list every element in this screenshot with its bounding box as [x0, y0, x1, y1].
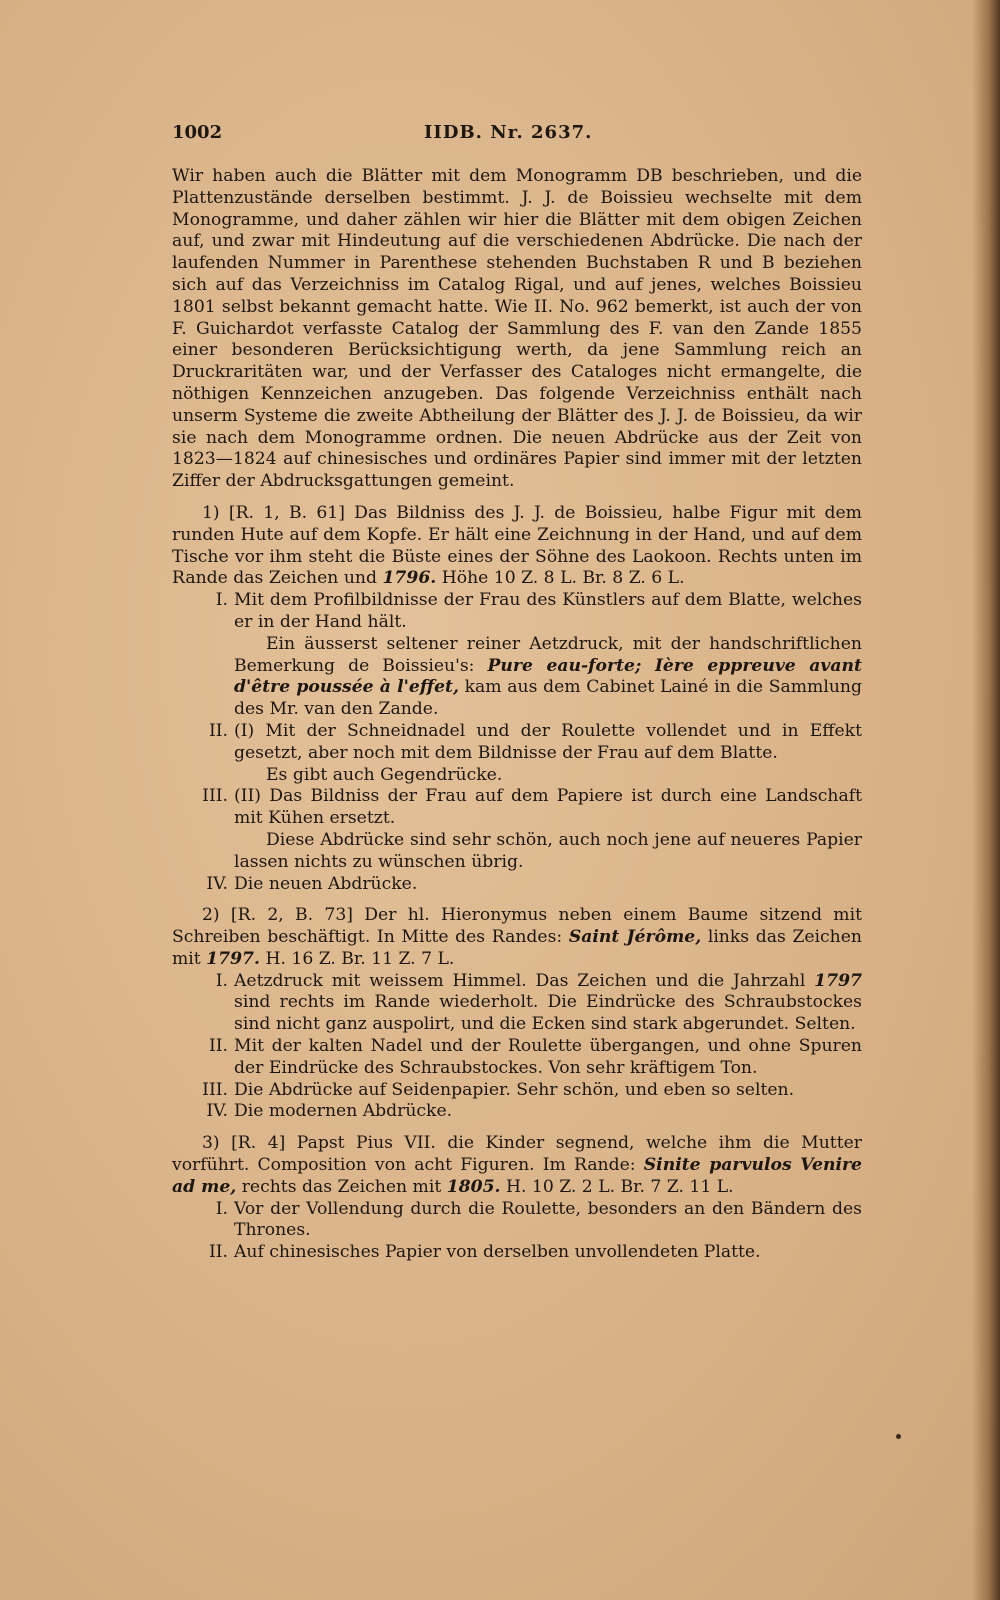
state-text: Mit der kalten Nadel und der Roulette übergangen, und ohne Spuren der Eindrücke des Schraubstockes. Von sehr kräftigem Ton.: [234, 1036, 862, 1078]
state-item: [172, 1242, 862, 1264]
entry-2: [172, 905, 862, 970]
state-item: [172, 590, 862, 721]
entry-1-states: [172, 590, 862, 895]
state-number: II.: [208, 1242, 228, 1263]
state-item: [172, 874, 862, 896]
running-header: [172, 122, 862, 148]
state-text: Die modernen Abdrücke.: [234, 1101, 453, 1122]
entry-1-text-a: 1) [R. 1, B. 61] Das Bildniss des J. J. de Boissieu, halbe Figur mit dem runden Hute auf dem Kopfe. Er hält eine Zeichnung in der Hand, und auf dem Tische vor ihm steht die Büste eines der Söhne des Laokoon. Rechts unten im Rande das Zeichen und: [172, 502, 862, 589]
state-text: (II) Das Bildniss der Frau auf dem Papiere ist durch eine Landschaft mit Kühen ersetzt.: [234, 786, 862, 829]
intro-paragraph: Wir haben auch die Blätter mit dem Monogramm DB beschrieben, und die Plattenzustände derselben bestimmt. J. J. de Boissieu wechselte mit dem Monogramme, und daher zählen wir hier die Blätter mit dem obigen Zeichen auf, und zwar mit Hindeutung auf die verschiedenen Abdrücke. Die nach der laufenden Nummer in Parenthese stehenden Buchstaben R und B beziehen sich auf das Verzeichniss im Catalog Rigal, und auf jenes, welches Boissieu 1801 selbst bekannt gemacht hatte. Wie II. No. 962 bemerkt, ist auch der von F. Guichardot verfasste Catalog der Sammlung des F. van den Zande 1855 einer besonderen Berücksichtigung werth, da jene Sammlung reich an Druckraritäten war, und der Verfasser des Cataloges nicht ermangelte, die nöthigen Kennzeichen anzugeben. Das folgende Verzeichniss enthält nach unserm Systeme die zweite Abtheilung der Blätter des J. J. de Boissieu, da wir sie nach dem Monogramme ordnen. Die neuen Abdrücke aus der Zeit von 1823—1824 auf chinesisches und ordinäres Papier sind immer mit der letzten Ziffer der Abdrucksgattungen gemeint.: [172, 166, 862, 492]
page-title: IIDB. Nr. 2637.: [424, 122, 593, 143]
page-edge-shadow: [972, 0, 1000, 1600]
state-number: II.: [208, 720, 228, 741]
state-text: Die neuen Abdrücke.: [234, 873, 418, 894]
state-number: I.: [215, 1198, 228, 1219]
entry-3-year: 1805.: [446, 1176, 501, 1197]
entry-3-text-b: rechts das Zeichen mit: [236, 1176, 447, 1197]
state-text: (I) Mit der Schneidnadel und der Roulette vollendet und in Effekt gesetzt, aber noch mit dem Bildnisse der Frau auf dem Blatte.: [234, 720, 862, 763]
state-text-a: Aetzdruck mit weissem Himmel. Das Zeichen und die Jahrzahl: [234, 970, 815, 991]
state-year: 1797: [814, 970, 862, 991]
state-text: [234, 971, 862, 1036]
state-text: Auf chinesisches Papier von derselben unvollendeten Platte.: [234, 1242, 761, 1263]
state-number: II.: [208, 1036, 228, 1057]
state-item: [172, 1199, 862, 1243]
note-text-b: kam aus dem Cabinet Lainé in die Sammlung des Mr. van den Zande.: [234, 677, 862, 720]
entry-2-text-a: 2) [R. 2, B. 73] Der hl. Hieronymus neben einem Baume sitzend mit Schreiben beschäftigt. In Mitte des Randes:: [172, 905, 862, 948]
state-item: [172, 1080, 862, 1102]
state-item: [172, 721, 862, 786]
entry-3-italic-title: Sinite parvulos Venire ad me,: [172, 1155, 862, 1197]
entry-3-text-a: 3) [R. 4] Papst Pius VII. die Kinder segnend, welche ihm die Mutter vorführt. Composition von acht Figuren. Im Rande:: [172, 1133, 862, 1176]
entry-3-text-c: H. 10 Z. 2 L. Br. 7 Z. 11 L.: [500, 1176, 734, 1197]
state-note: [234, 634, 862, 721]
state-text: Mit dem Profilbildnisse der Frau des Künstlers auf dem Blatte, welches er in der Hand hält.: [234, 590, 862, 632]
page-number: 1002: [172, 122, 223, 143]
state-number: I.: [215, 970, 228, 991]
entry-3-states: [172, 1199, 862, 1264]
entry-2-states: [172, 971, 862, 1124]
state-number: III.: [202, 786, 228, 807]
state-text: Vor der Vollendung durch die Roulette, besonders an den Bändern des Thrones.: [234, 1198, 862, 1241]
state-number: I.: [215, 590, 228, 611]
state-number: IV.: [206, 1101, 228, 1122]
state-number: IV.: [206, 873, 228, 894]
state-number: III.: [202, 1079, 228, 1100]
note-italic: Pure eau-forte; Ière eppreuve avant d'être poussée à l'effet,: [234, 655, 862, 698]
state-item: [172, 971, 862, 1036]
state-text: Die Abdrücke auf Seidenpapier. Sehr schön, und eben so selten.: [234, 1079, 795, 1100]
state-note: Diese Abdrücke sind sehr schön, auch noch jene auf neueres Papier lassen nichts zu wünschen übrig.: [234, 829, 862, 872]
entry-2-text-c: H. 16 Z. Br. 11 Z. 7 L.: [260, 948, 455, 969]
state-item: [172, 786, 862, 873]
ink-speck: [896, 1434, 901, 1439]
state-item: [172, 1036, 862, 1080]
book-page: [172, 122, 862, 1264]
note-text-a: Ein äusserst seltener reiner Aetzdruck, mit der handschriftlichen Bemerkung de Boissieu's:: [234, 633, 862, 676]
entry-1: [172, 503, 862, 590]
state-item: [172, 1101, 862, 1123]
entry-2-italic-title: Saint Jérôme,: [568, 927, 702, 948]
state-note: Es gibt auch Gegendrücke.: [266, 764, 503, 785]
entry-2-text-b: links das Zeichen mit: [172, 927, 862, 969]
entry-2-year: 1797.: [206, 948, 260, 969]
entry-3: [172, 1133, 862, 1198]
state-text-b: sind rechts im Rande wiederholt. Die Eindrücke des Schraubstockes sind nicht ganz auspolirt, und die Ecken sind stark abgerundet. Selten.: [234, 992, 862, 1035]
entry-1-text-b: Höhe 10 Z. 8 L. Br. 8 Z. 6 L.: [436, 568, 685, 589]
entry-1-year: 1796.: [382, 568, 437, 589]
